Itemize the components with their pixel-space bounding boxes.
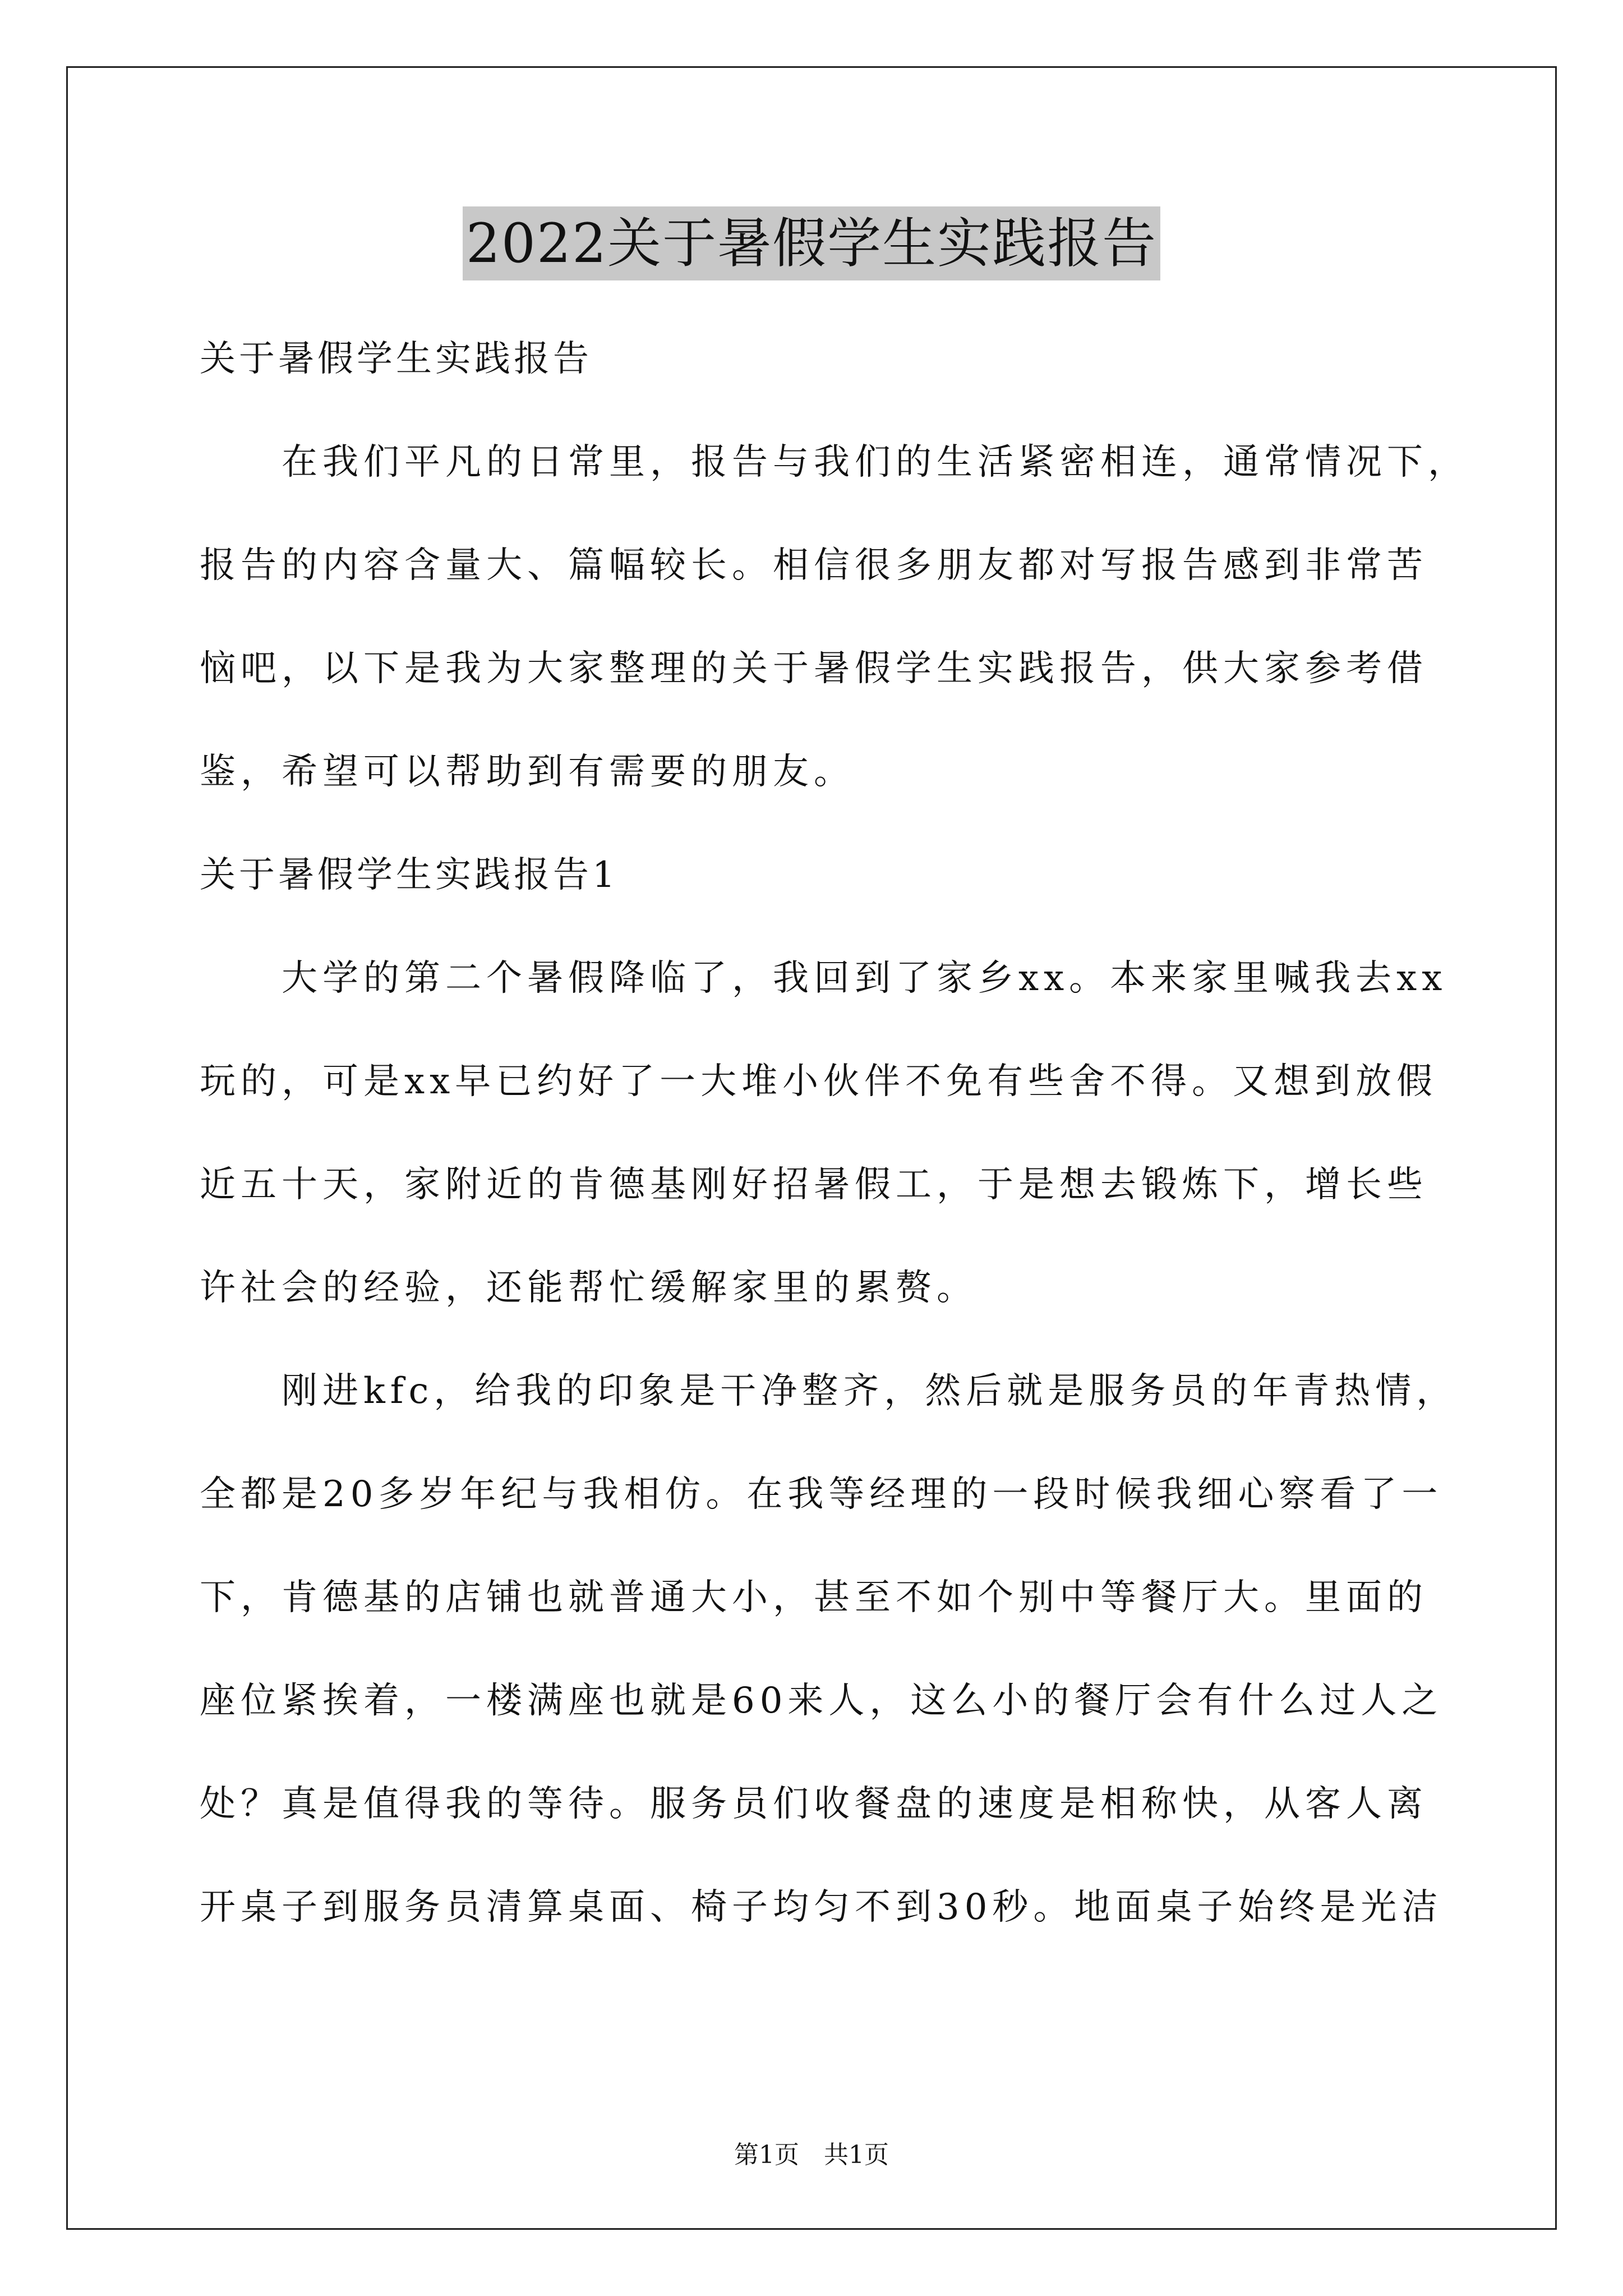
paragraph-line: 处？真是值得我的等待。服务员们收餐盘的速度是相称快，从客人离: [200, 1783, 1428, 1825]
document-title: 2022关于暑假学生实践报告: [463, 206, 1160, 280]
paragraph-line: 恼吧，以下是我为大家整理的关于暑假学生实践报告，供大家参考借: [200, 648, 1428, 689]
paragraph-line: 刚进kfc，给我的印象是干净整齐，然后就是服务员的年青热情，: [200, 1370, 1458, 1412]
paragraph-line: 鉴，希望可以帮助到有需要的朋友。: [200, 751, 855, 793]
paragraph-line: 玩的，可是xx早已约好了一大堆小伙伴不免有些舍不得。又想到放假: [200, 1061, 1438, 1102]
page-footer: 第1页 共1页: [734, 2141, 889, 2169]
paragraph-line: 许社会的经验，还能帮忙缓解家里的累赘。: [200, 1267, 978, 1309]
paragraph-line: 大学的第二个暑假降临了，我回到了家乡xx。本来家里喊我去xx: [200, 958, 1447, 999]
section-heading: 关于暑假学生实践报告: [200, 338, 592, 380]
paragraph-line: 报告的内容含量大、篇幅较长。相信很多朋友都对写报告感到非常苦: [200, 545, 1428, 586]
paragraph-line: 近五十天，家附近的肯德基刚好招暑假工，于是想去锻炼下，增长些: [200, 1164, 1428, 1205]
paragraph-line: 下，肯德基的店铺也就普通大小，甚至不如个别中等餐厅大。里面的: [200, 1577, 1428, 1618]
paragraph-line: 全都是20多岁年纪与我相仿。在我等经理的一段时候我细心察看了一: [200, 1474, 1443, 1515]
paragraph-line: 座位紧挨着，一楼满座也就是60来人，这么小的餐厅会有什么过人之: [200, 1680, 1443, 1722]
title-container: [0, 206, 1623, 280]
document-body: [200, 307, 1469, 1959]
section-heading: 关于暑假学生实践报告1: [200, 854, 619, 896]
paragraph-line: 在我们平凡的日常里，报告与我们的生活紧密相连，通常情况下，: [200, 441, 1469, 483]
paragraph-line: 开桌子到服务员清算桌面、椅子均匀不到30秒。地面桌子始终是光洁: [200, 1887, 1443, 1928]
